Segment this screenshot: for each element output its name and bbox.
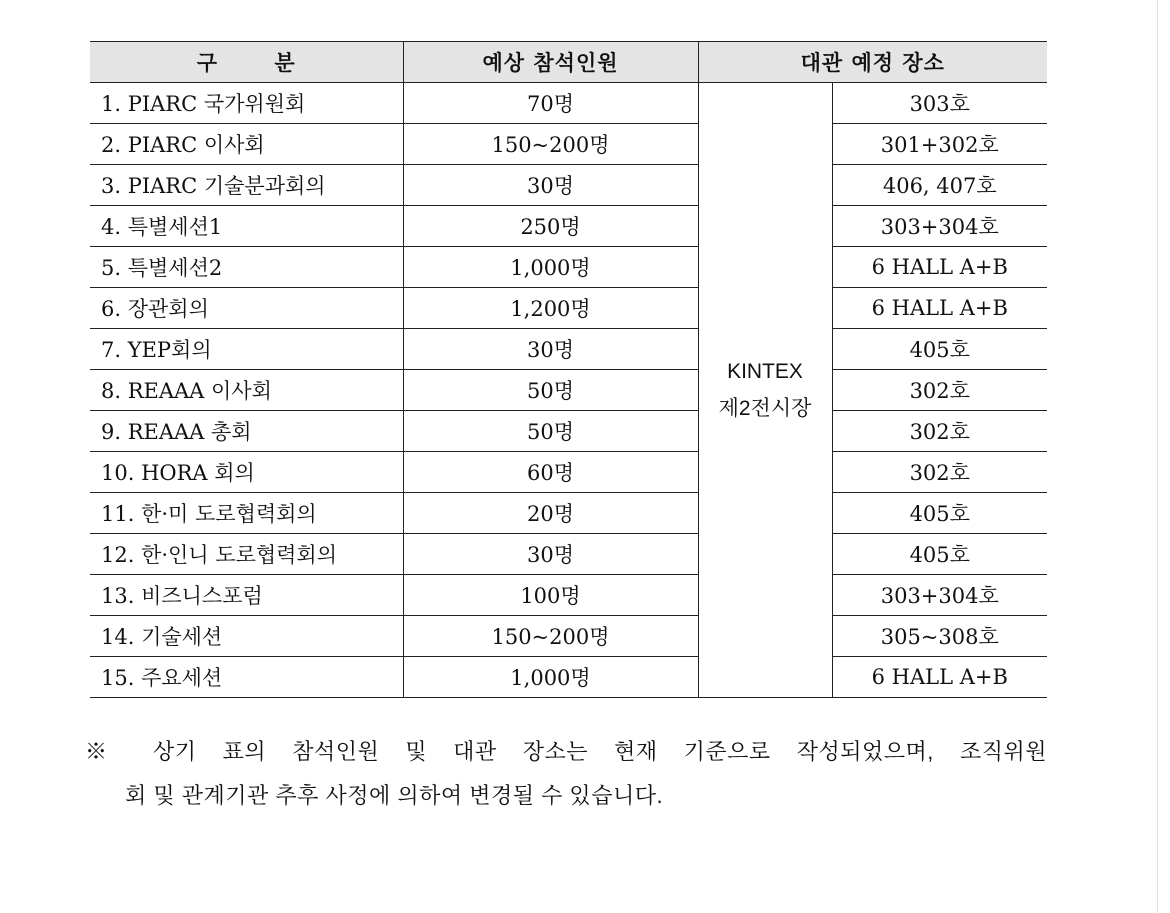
table-row [90,616,1047,657]
table-row [90,247,1047,288]
cell-attendees: 50명 [403,411,698,452]
cell-attendees: 1,000명 [403,657,698,698]
cell-category: 12. 한·인니 도로협력회의 [90,534,403,575]
cell-attendees: 30명 [403,329,698,370]
table-row [90,370,1047,411]
table-body [90,83,1047,698]
table-row [90,575,1047,616]
cell-room: 302호 [832,411,1047,452]
cell-attendees: 150~200명 [403,124,698,165]
table-row [90,329,1047,370]
cell-attendees: 1,200명 [403,288,698,329]
cell-attendees: 60명 [403,452,698,493]
venue-name-line-2: 제2전시장 [718,397,812,420]
cell-room: 302호 [832,452,1047,493]
cell-attendees: 20명 [403,493,698,534]
table-row [90,452,1047,493]
cell-room: 301+302호 [832,124,1047,165]
cell-room: 303+304호 [832,575,1047,616]
table-row [90,206,1047,247]
cell-attendees: 30명 [403,534,698,575]
table-row [90,124,1047,165]
table-row [90,288,1047,329]
cell-room: 6 HALL A+B [832,657,1047,698]
cell-category: 15. 주요세션 [90,657,403,698]
footnote-line-1: ※ 상기 표의 참석인원 및 대관 장소는 현재 기준으로 작성되었으며, 조직위원 [85,739,1047,764]
page-edge-line [1157,0,1158,913]
cell-room: 6 HALL A+B [832,288,1047,329]
table-header-row [90,42,1047,83]
cell-category: 2. PIARC 이사회 [90,124,403,165]
table-row [90,411,1047,452]
cell-room: 406, 407호 [832,165,1047,206]
venue-name-line-1: KINTEX [727,360,803,383]
header-category: 구 분 [90,42,403,83]
cell-category: 9. REAAA 총회 [90,411,403,452]
table-row [90,657,1047,698]
cell-room: 405호 [832,493,1047,534]
header-venue: 대관 예정 장소 [698,42,1047,83]
venue-schedule-table [90,41,1047,698]
table-row [90,493,1047,534]
cell-attendees: 250명 [403,206,698,247]
cell-attendees: 30명 [403,165,698,206]
footnote-line-2: 회 및 관계기관 추후 사정에 의하여 변경될 수 있습니다. [125,783,664,808]
table-row [90,83,1047,124]
cell-category: 6. 장관회의 [90,288,403,329]
cell-room: 6 HALL A+B [832,247,1047,288]
cell-category: 13. 비즈니스포럼 [90,575,403,616]
cell-room: 405호 [832,534,1047,575]
cell-category: 5. 특별세션2 [90,247,403,288]
header-attendees: 예상 참석인원 [403,42,698,83]
cell-category: 10. HORA 회의 [90,452,403,493]
cell-attendees: 70명 [403,83,698,124]
cell-room: 305~308호 [832,616,1047,657]
cell-attendees: 1,000명 [403,247,698,288]
table-row [90,534,1047,575]
cell-attendees: 100명 [403,575,698,616]
cell-category: 11. 한·미 도로협력회의 [90,493,403,534]
cell-category: 14. 기술세션 [90,616,403,657]
cell-category: 8. REAAA 이사회 [90,370,403,411]
cell-category: 3. PIARC 기술분과회의 [90,165,403,206]
cell-venue-name [698,83,832,698]
cell-room: 303+304호 [832,206,1047,247]
cell-category: 7. YEP회의 [90,329,403,370]
cell-room: 405호 [832,329,1047,370]
cell-category: 4. 특별세션1 [90,206,403,247]
cell-room: 303호 [832,83,1047,124]
cell-attendees: 150~200명 [403,616,698,657]
cell-attendees: 50명 [403,370,698,411]
table-row [90,165,1047,206]
cell-room: 302호 [832,370,1047,411]
cell-category: 1. PIARC 국가위원회 [90,83,403,124]
